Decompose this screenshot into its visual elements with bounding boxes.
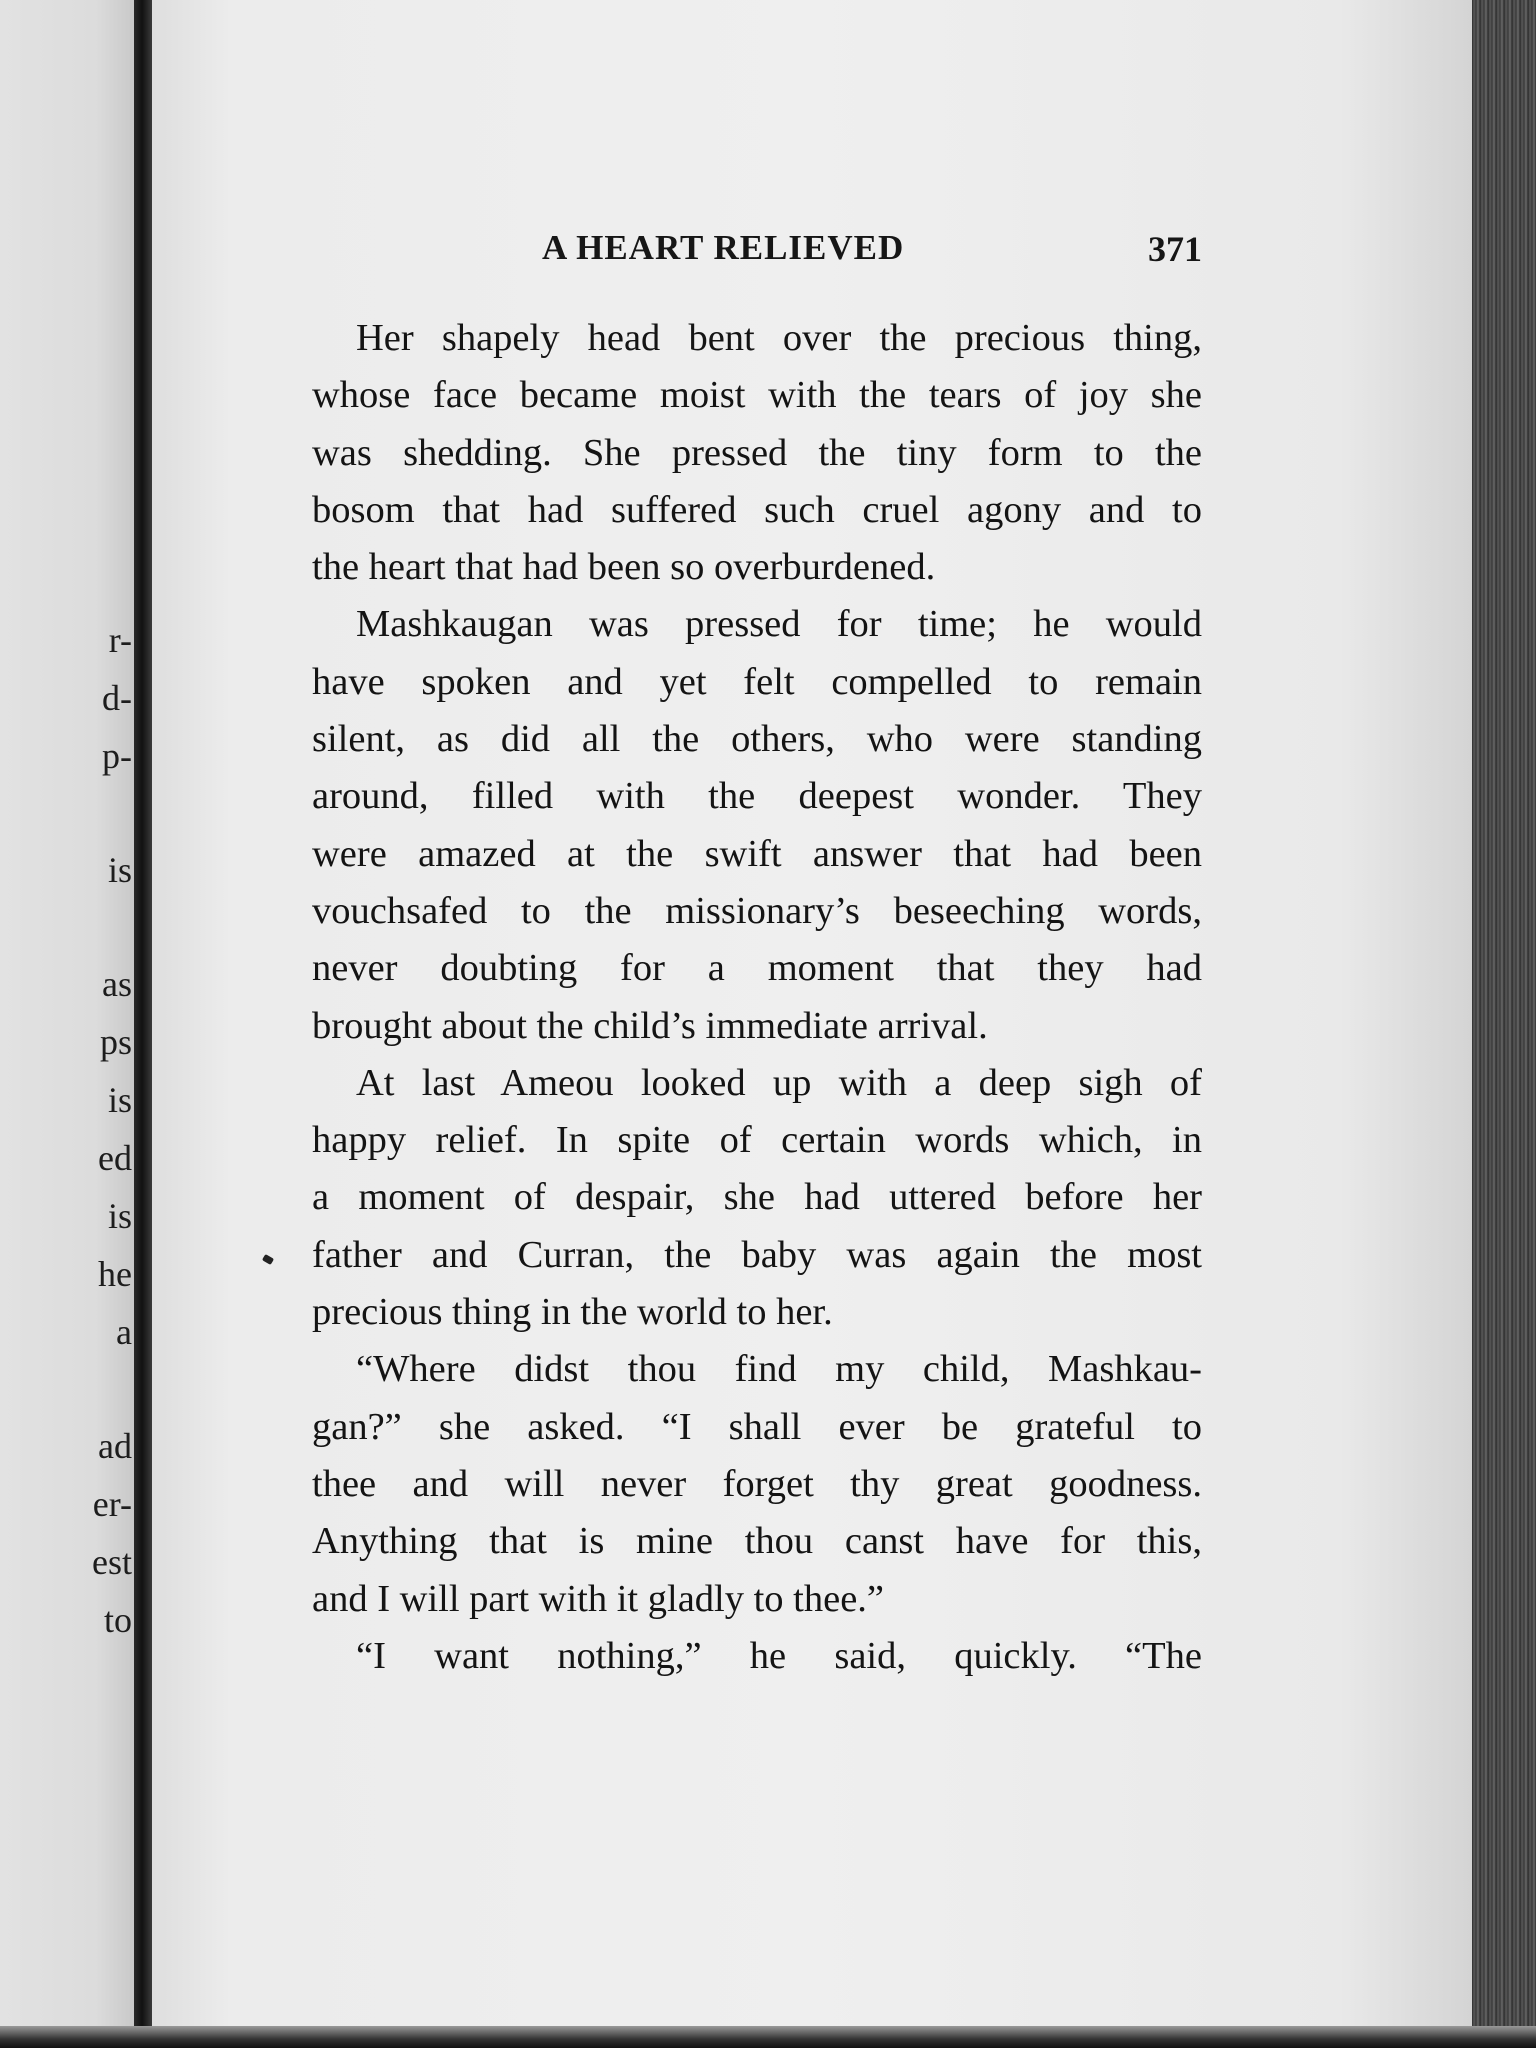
bottom-edge — [0, 2026, 1536, 2048]
left-facing-page — [0, 0, 136, 2048]
left-fragment: a — [116, 1312, 132, 1352]
left-fragment: ps — [99, 1022, 132, 1062]
paragraph — [312, 310, 1202, 596]
left-fragment: r- — [108, 620, 132, 660]
left-fragment: p- — [102, 736, 132, 776]
text-line: At last Ameou looked up with a deep sigh of — [356, 1061, 1202, 1104]
running-head — [312, 228, 1202, 274]
text-line: Anything that is mine thou canst have for this, — [312, 1520, 1202, 1563]
text-line: whose face became moist with the tears of joy she — [312, 374, 1202, 417]
running-head-title: A HEART RELIEVED — [542, 228, 905, 267]
text-line: father and Curran, the baby was again the most — [312, 1233, 1202, 1276]
body-text — [312, 310, 1202, 1685]
page-edges — [1472, 0, 1536, 2048]
text-line: Her shapely head bent over the precious thing, — [356, 317, 1202, 359]
text-line: vouchsafed to the missionary’s beseeching words, — [312, 889, 1202, 932]
text-line: the heart that had been so overburdened. — [312, 546, 936, 589]
left-fragment: ed — [98, 1138, 132, 1178]
text-line: have spoken and yet felt compelled to remain — [312, 660, 1202, 703]
text-line: gan?” she asked. “I shall ever be grateful to — [312, 1405, 1202, 1448]
text-line: precious thing in the world to her. — [312, 1291, 833, 1334]
paragraph — [312, 1341, 1202, 1627]
left-fragment: d- — [102, 678, 132, 718]
paragraph — [312, 1628, 1202, 1685]
left-fragment: er- — [92, 1484, 132, 1524]
text-line: a moment of despair, she had uttered before her — [312, 1176, 1202, 1219]
left-fragment: to — [103, 1600, 132, 1640]
text-line: around, filled with the deepest wonder. They — [312, 775, 1202, 818]
text-line: Mashkaugan was pressed for time; he would — [356, 603, 1202, 646]
text-line: were amazed at the swift answer that had been — [312, 832, 1202, 875]
text-line: was shedding. She pressed the tiny form to the — [312, 431, 1202, 474]
left-fragment: he — [98, 1254, 132, 1294]
text-line: “Where didst thou find my child, Mashkau- — [356, 1348, 1202, 1391]
paragraph — [312, 596, 1202, 1054]
text-line: “I want nothing,” he said, quickly. “The — [356, 1634, 1202, 1677]
text-line: never doubting for a moment that they had — [312, 947, 1202, 990]
left-fragment: ad — [98, 1426, 132, 1466]
left-fragment: est — [92, 1542, 132, 1582]
left-fragment: is — [107, 850, 132, 890]
paragraph — [312, 1055, 1202, 1341]
text-line: and I will part with it gladly to thee.” — [312, 1577, 885, 1620]
text-line: thee and will never forget thy great goodness. — [312, 1462, 1202, 1505]
left-fragment: as — [102, 964, 132, 1004]
text-line: silent, as did all the others, who were standing — [312, 718, 1202, 761]
text-line: happy relief. In spite of certain words which, in — [312, 1119, 1202, 1162]
page-number: 371 — [1148, 229, 1202, 269]
text-line: brought about the child’s immediate arrival. — [312, 1004, 988, 1047]
left-fragment: is — [107, 1080, 132, 1120]
text-line: bosom that had suffered such cruel agony and to — [312, 488, 1202, 531]
book-spine — [134, 0, 152, 2048]
left-fragment: is — [107, 1196, 132, 1236]
